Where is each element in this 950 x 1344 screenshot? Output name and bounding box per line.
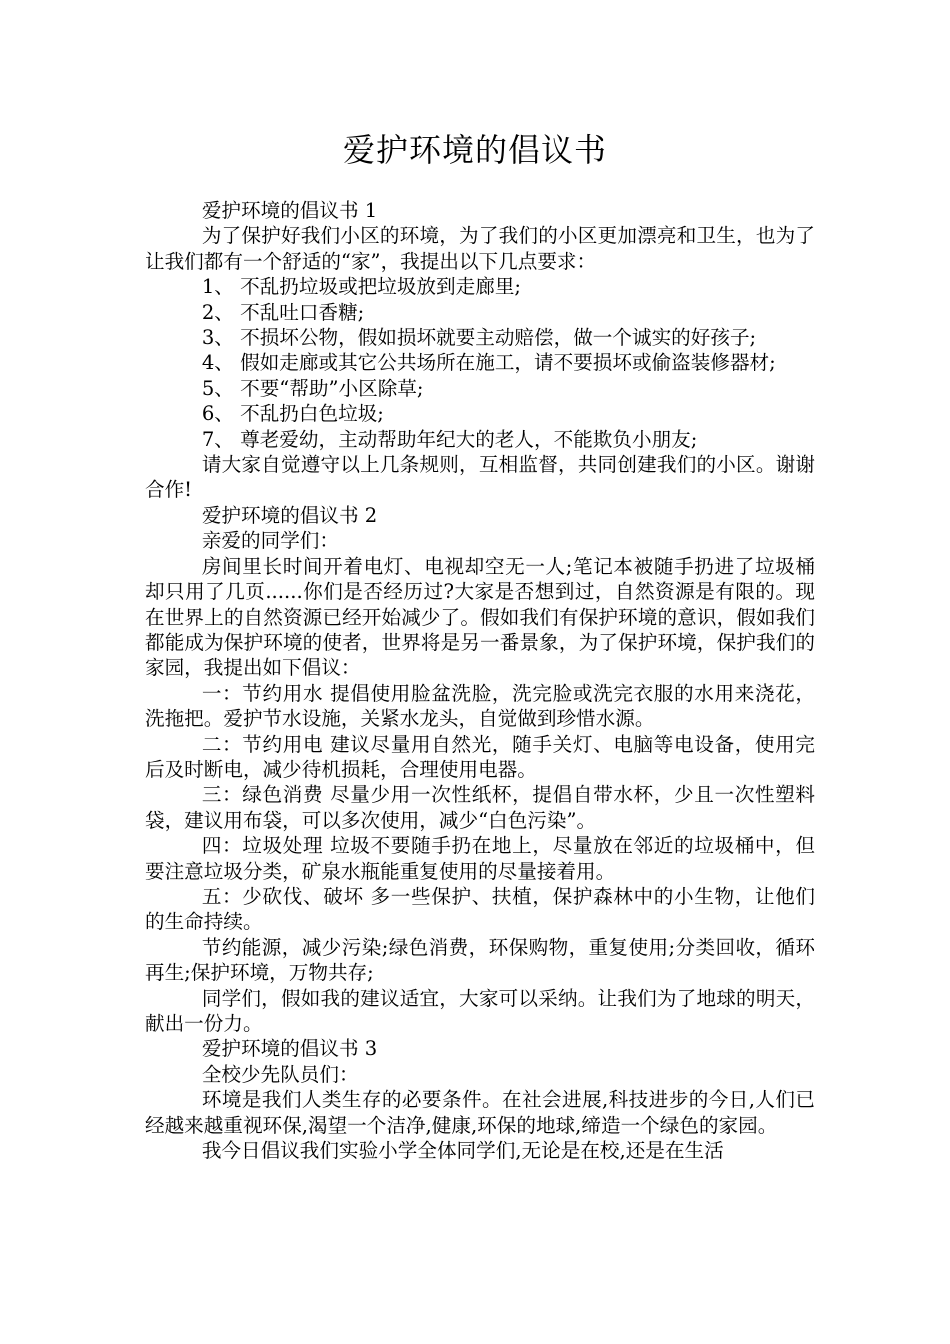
list-item: 1、 不乱扔垃圾或把垃圾放到走廊里;	[201, 275, 522, 299]
document-body	[145, 198, 815, 1163]
section-heading: 爱护环境的倡议书 1	[201, 199, 378, 222]
list-item: 3、 不损坏公物，假如损坏就要主动赔偿，做一个诚实的好孩子;	[201, 326, 757, 350]
list-item: 2、 不乱吐口香糖;	[201, 300, 365, 324]
paragraph: 同学们，假如我的建议适宜，大家可以采纳。让我们为了地球的明天，献出一份力。	[145, 986, 815, 1035]
paragraph: 请大家自觉遵守以上几条规则，互相监督，共同创建我们的小区。谢谢合作!	[145, 453, 815, 502]
paragraph: 节约能源，减少污染;绿色消费，环保购物，重复使用;分类回收，循环再生;保护环境，万物共存;	[145, 935, 815, 985]
proposal-item: 一：节约用水 提倡使用脸盆洗脸，洗完脸或洗完衣服的水用来浇花，洗拖把。爱护节水设施，关紧水龙头，自觉做到珍惜水源。	[145, 681, 815, 731]
list-item: 4、 假如走廊或其它公共场所在施工，请不要损坏或偷盗装修器材;	[201, 351, 776, 375]
proposal-item: 二：节约用电 建议尽量用自然光，随手关灯、电脑等电设备，使用完后及时断电，减少待机损耗，合理使用电器。	[145, 732, 815, 781]
proposal-item: 五：少砍伐、破坏 多一些保护、扶植，保护森林中的小生物，让他们的生命持续。	[145, 884, 815, 934]
proposal-item: 四：垃圾处理 垃圾不要随手扔在地上，尽量放在邻近的垃圾桶中，但要注意垃圾分类，矿泉水瓶能重复使用的尽量接着用。	[145, 834, 815, 883]
paragraph: 环境是我们人类生存的必要条件。在社会进展,科技进步的今日,人们已经越来越重视环保,渴望一个洁净,健康,环保的地球,缔造一个绿色的家园。	[145, 1088, 815, 1137]
document-title: 爱护环境的倡议书	[342, 131, 607, 169]
section-heading: 爱护环境的倡议书 3	[201, 1037, 378, 1061]
section-heading: 爱护环境的倡议书 2	[201, 503, 378, 527]
list-item: 6、 不乱扔白色垃圾;	[201, 402, 384, 426]
list-item: 5、 不要“帮助”小区除草;	[201, 376, 424, 400]
salutation: 全校少先队员们：	[201, 1062, 359, 1086]
proposal-item: 三：绿色消费 尽量少用一次性纸杯，提倡自带水杯，少且一次性塑料袋，建议用布袋，可以多次使用，减少“白色污染”。	[145, 783, 815, 832]
paragraph: 我今日倡议我们实验小学全体同学们,无论是在校,还是在生活	[201, 1139, 724, 1163]
paragraph: 房间里长时间开着电灯、电视却空无一人;笔记本被随手扔进了垃圾桶却只用了几页......你们是否经历过?大家是否想到过，自然资源是有限的。现在世界上的自然资源已经开始减少了。假如我们有保护环境的意识，假如我们都能成为保护环境的使者，世界将是另一番景象，为了保护环境，保护我们的家园，我提出如下倡议：	[145, 554, 815, 680]
salutation: 亲爱的同学们：	[201, 529, 339, 553]
paragraph: 为了保护好我们小区的环境，为了我们的小区更加漂亮和卫生，也为了让我们都有一个舒适的“家”，我提出以下几点要求：	[145, 224, 815, 273]
list-item: 7、 尊老爱幼，主动帮助年纪大的老人，不能欺负小朋友;	[201, 427, 698, 451]
